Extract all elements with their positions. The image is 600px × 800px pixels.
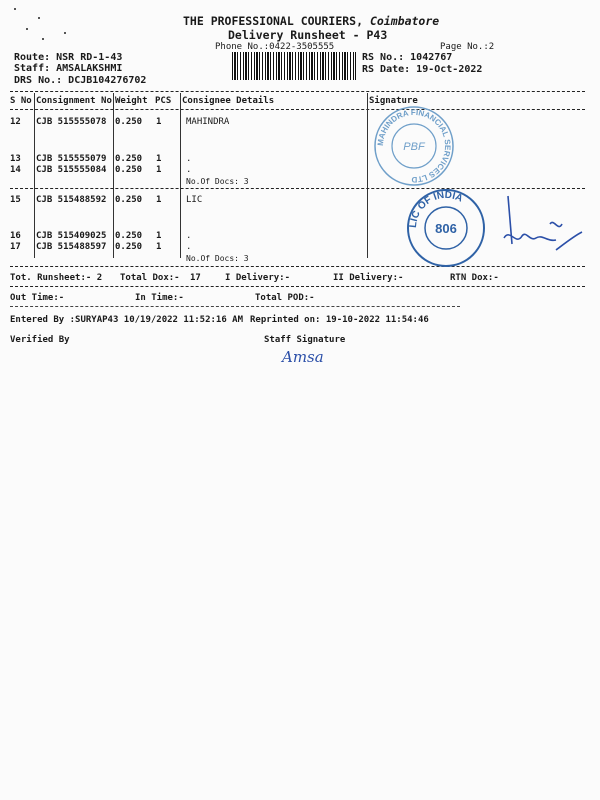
column-line	[367, 93, 368, 258]
stamp-center-text: PBF	[403, 141, 425, 153]
company-city: Coimbatore	[369, 14, 440, 28]
row-consignment: CJB 515555078	[36, 117, 107, 127]
route: Route: NSR RD-1-43	[14, 52, 123, 63]
row-consignee: LIC	[186, 195, 203, 205]
entered-by: Entered By :SURYAP43 10/19/2022 11:52:16 AM	[10, 315, 243, 325]
docs-count: No.Of Docs: 3	[186, 177, 249, 186]
col-pcs: PCS	[155, 96, 172, 106]
row-consignment: CJB 515555084	[36, 165, 107, 175]
row-pcs: 1	[156, 242, 162, 252]
scan-speck	[14, 8, 16, 10]
row-consignee: .	[186, 231, 192, 241]
row-pcs: 1	[156, 231, 162, 241]
staff-signature: Amsa	[282, 348, 324, 366]
row-weight: 0.250	[115, 242, 143, 252]
total-pod: Total POD:-	[255, 293, 315, 303]
row-consignment: CJB 515488592	[36, 195, 107, 205]
verified-by: Verified By	[10, 335, 70, 345]
row-weight: 0.250	[115, 231, 143, 241]
docs-count: No.Of Docs: 3	[186, 254, 249, 263]
row-sno: 13	[10, 154, 21, 164]
scan-speck	[38, 17, 40, 19]
row-consignee: MAHINDRA	[186, 117, 230, 127]
row-consignee: .	[186, 242, 192, 252]
row-pcs: 1	[156, 117, 162, 127]
signature-stroke	[550, 222, 582, 250]
total-dox-value: 17	[190, 273, 201, 283]
row-consignment: CJB 515409025	[36, 231, 107, 241]
rs-date: RS Date: 19-Oct-2022	[362, 64, 483, 75]
rtn-dox: RTN Dox:-	[450, 273, 499, 283]
column-line	[180, 93, 181, 258]
separator	[10, 109, 585, 110]
reprinted-on: Reprinted on: 19-10-2022 11:54:46	[250, 315, 429, 325]
runsheet-title: Delivery Runsheet - P43	[228, 28, 388, 42]
row-sno: 16	[10, 231, 21, 241]
lic-stamp	[404, 186, 488, 270]
staff-signature-label: Staff Signature	[264, 335, 346, 345]
row-consignment: CJB 515488597	[36, 242, 107, 252]
company-name: THE PROFESSIONAL COURIERS,	[183, 14, 364, 28]
page-number: Page No.:2	[440, 42, 495, 52]
row-weight: 0.250	[115, 195, 143, 205]
stamp-ring-text: LIC OF INDIA	[407, 189, 465, 229]
separator	[10, 91, 585, 92]
staff-name: Staff: AMSALAKSHMI	[14, 63, 123, 74]
row-consignment: CJB 515555079	[36, 154, 107, 164]
col-sno: S No	[10, 96, 32, 106]
barcode-image	[232, 52, 356, 80]
company-header	[183, 14, 439, 28]
row-sno: 15	[10, 195, 21, 205]
ii-delivery: II Delivery:-	[333, 273, 404, 283]
col-signature: Signature	[369, 96, 418, 106]
scan-speck	[42, 38, 44, 40]
row-weight: 0.250	[115, 154, 143, 164]
column-line	[113, 93, 114, 258]
row-consignee: .	[186, 165, 192, 175]
financial-services-stamp	[372, 104, 456, 188]
col-consignee: Consignee Details	[182, 96, 275, 106]
row-pcs: 1	[156, 165, 162, 175]
drs-number: DRS No.: DCJB104276702	[14, 75, 147, 86]
row-sno: 14	[10, 165, 21, 175]
total-runsheet: Tot. Runsheet:- 2	[10, 273, 103, 283]
column-line	[34, 93, 35, 258]
i-delivery: I Delivery:-	[225, 273, 291, 283]
out-time: Out Time:-	[10, 293, 65, 303]
row-weight: 0.250	[115, 117, 143, 127]
handwritten-signature	[490, 188, 586, 264]
row-sno: 17	[10, 242, 21, 252]
row-sno: 12	[10, 117, 21, 127]
separator	[10, 286, 585, 287]
separator	[10, 266, 585, 267]
scan-speck	[26, 28, 28, 30]
row-pcs: 1	[156, 154, 162, 164]
row-weight: 0.250	[115, 165, 143, 175]
stamp-center-text: 806	[435, 221, 457, 236]
stamp-ring-text: MAHINDRA FINANCIAL SERVICES LTD	[375, 107, 453, 185]
scan-speck	[64, 32, 66, 34]
row-consignee: .	[186, 154, 192, 164]
in-time: In Time:-	[135, 293, 184, 303]
rs-number: RS No.: 1042767	[362, 52, 453, 63]
total-dox-label: Total Dox:-	[120, 273, 180, 283]
phone-number: Phone No.:0422-3505555	[215, 42, 335, 52]
col-weight: Weight	[115, 96, 148, 106]
col-consignment: Consignment No	[36, 96, 112, 106]
separator	[10, 306, 460, 307]
row-pcs: 1	[156, 195, 162, 205]
